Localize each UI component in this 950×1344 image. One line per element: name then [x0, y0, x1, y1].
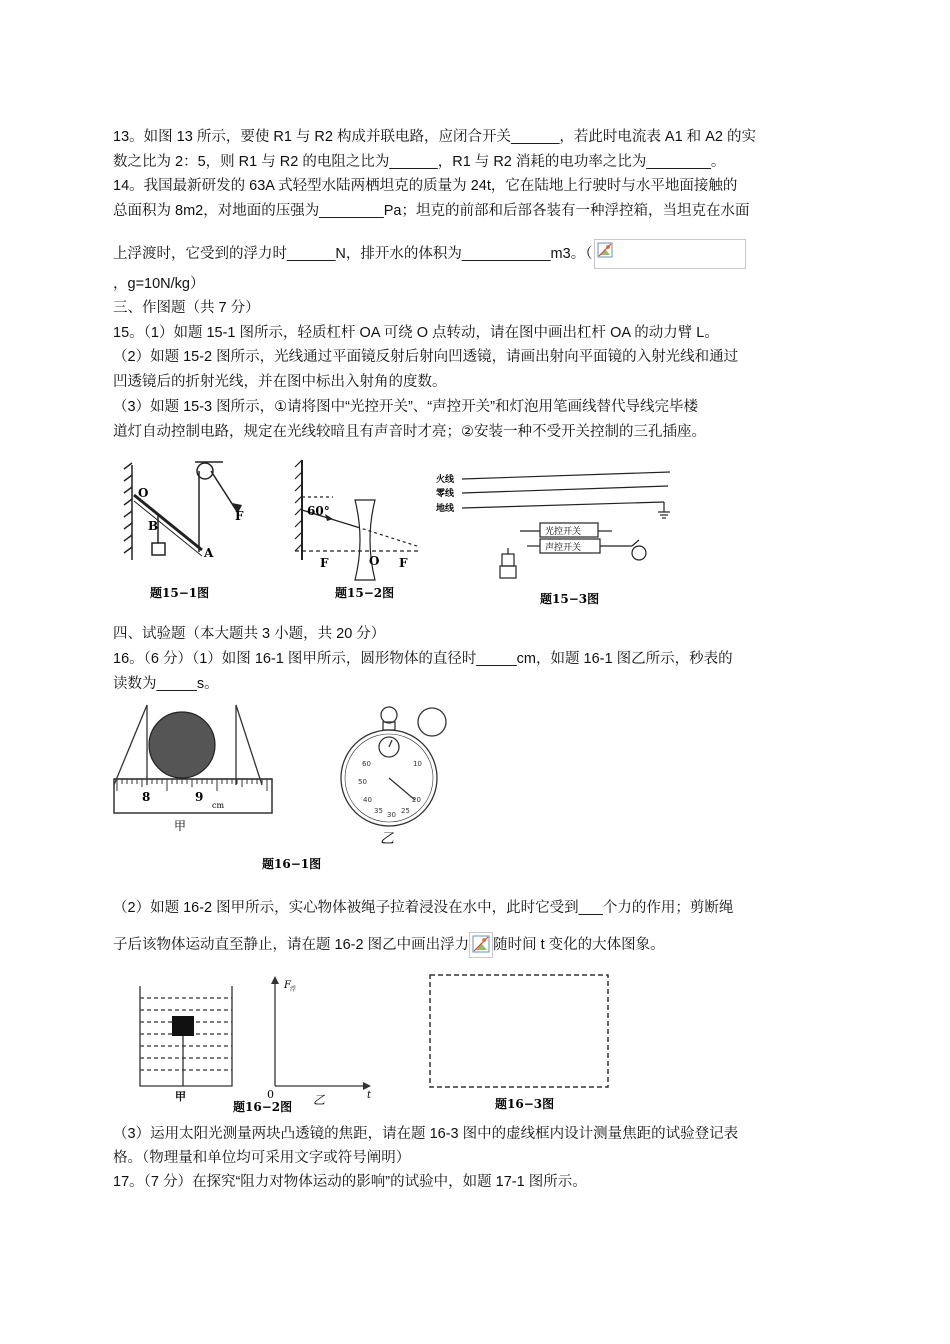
figure-16-1: [112, 700, 457, 878]
dial-60: 60: [362, 760, 371, 768]
label-a: A: [204, 546, 214, 560]
q16-2-line2-pre: 子后该物体运动直至静止，请在题 16-2 图乙中画出浮力: [113, 936, 470, 953]
axis-f-sub: 浮: [290, 986, 297, 993]
caption-15-2: 题15−2图: [335, 586, 395, 600]
caption-15-1: 题15−1图: [150, 586, 210, 600]
axis-f: F: [284, 980, 291, 991]
q16-1-line1: 16。（6 分）（1）如图 16-1 图甲所示，圆形物体的直径时_____cm，如题 16-1 图乙所示，秒表的: [113, 651, 733, 667]
label-f2: F: [399, 556, 408, 570]
label-angle: 60°: [307, 504, 330, 518]
ruler-ticks: [117, 779, 267, 791]
q16-1-line2: 读数为_____s。: [113, 676, 219, 692]
label-yi: 乙: [313, 1093, 326, 1107]
label-ground: 地线: [436, 504, 455, 514]
q16-2-line2: [113, 932, 665, 958]
q13-line2: 数之比为 2：5，则 R1 与 R2 的电阻之比为______，R1 与 R2 消耗的电功率之比为________。: [113, 154, 726, 170]
label-live: 火线: [436, 475, 455, 485]
label-sound-switch: 声控开关: [545, 543, 582, 553]
label-o: O: [369, 554, 380, 568]
axis-origin: 0: [267, 1088, 274, 1101]
figure-15-1: [120, 455, 290, 605]
label-jia: 甲: [174, 819, 187, 833]
figure-15-3: [432, 460, 672, 610]
label-o: O: [138, 486, 149, 500]
dial-35: 35: [374, 807, 383, 815]
q14-line4: ，g=10N/kg）: [113, 276, 205, 292]
dial-20: 20: [412, 796, 421, 804]
broken-image-icon: [594, 239, 746, 269]
q13-line1: 13。如图 13 所示，要使 R1 与 R2 构成并联电路，应闭合开关______，若此时电流表 A1 和 A2 的实: [113, 129, 756, 145]
q17: 17。（7 分）在探究“阻力对物体运动的影响”的试验中，如题 17-1 图所示。: [113, 1174, 587, 1190]
q16-2-line1: （2）如题 16-2 图甲所示，实心物体被绳子拉着浸没在水中，此时它受到___个力的作用；剪断绳: [113, 900, 734, 916]
q15-3-line2: 道灯自动控制电路，规定在光线较暗且有声音时才亮；②安装一种不受开关控制的三孔插座。: [113, 424, 706, 440]
caption-16-1: 题16−1图: [262, 857, 322, 871]
dial-50: 50: [358, 778, 367, 786]
q14-line3-text: 上浮渡时，它受到的浮力时______N，排开水的体积为___________m3。（: [113, 245, 593, 262]
dial-25: 25: [401, 807, 410, 815]
broken-image-icon: [469, 932, 493, 958]
ruler-unit: cm: [212, 801, 225, 810]
section4-title: 四、试验题（本大题共 3 小题，共 20 分）: [113, 626, 386, 642]
q15-1: 15。（1）如题 15-1 图所示，轻质杠杆 OA 可绕 O 点转动，请在图中画出杠杆 OA 的动力臂 L。: [113, 325, 719, 341]
axis-t: t: [367, 1090, 372, 1101]
label-f1: F: [320, 556, 329, 570]
ruler-8: 8: [142, 790, 151, 804]
figure-15-2: [285, 455, 435, 605]
figure-16-2: [135, 968, 615, 1118]
caption-16-2: 题16−2图: [233, 1100, 293, 1114]
q16-3-line1: （3）运用太阳光测量两块凸透镜的焦距，请在题 16-3 图中的虚线框内设计测量焦距的试验登记表: [113, 1126, 739, 1142]
q15-3-line1: （3）如题 15-3 图所示，①请将图中“光控开关”、“声控开关”和灯泡用笔画线替代导线完毕楼: [113, 399, 698, 415]
q16-2-line2-post: 随时间 t 变化的大体图象。: [493, 936, 665, 953]
dial-10: 10: [413, 760, 422, 768]
q16-3-line2: 格。（物理量和单位均可采用文字或符号阐明）: [113, 1150, 411, 1166]
label-b: B: [148, 519, 159, 533]
label-light-switch: 光控开关: [545, 527, 582, 537]
section3-title: 三、作图题（共 7 分）: [113, 300, 260, 316]
q14-line2: 总面积为 8m2，对地面的压强为________Pa；坦克的前部和后部各装有一种浮控箱，当坦克在水面: [113, 203, 750, 219]
caption-15-3: 题15−3图: [540, 592, 600, 606]
label-jia: 甲: [175, 1090, 186, 1103]
q15-2-line1: （2）如题 15-2 图所示，光线通过平面镜反射后射向凹透镜，请画出射向平面镜的入射光线和通过: [113, 349, 739, 365]
q14-line1: 14。我国最新研发的 63A 式轻型水陆两栖坦克的质量为 24t，它在陆地上行驶时与水平地面接触的: [113, 178, 738, 194]
dial-40: 40: [363, 796, 372, 804]
q14-line3: [113, 239, 746, 269]
label-neutral: 零线: [436, 489, 455, 499]
ruler-9: 9: [195, 790, 204, 804]
caption-16-3: 题16−3图: [495, 1097, 555, 1111]
dial-30: 30: [387, 811, 396, 819]
label-f: F: [235, 509, 244, 523]
label-yi: 乙: [380, 831, 394, 847]
q15-2-line2: 凹透镜后的折射光线，并在图中标出入射角的度数。: [113, 374, 447, 390]
